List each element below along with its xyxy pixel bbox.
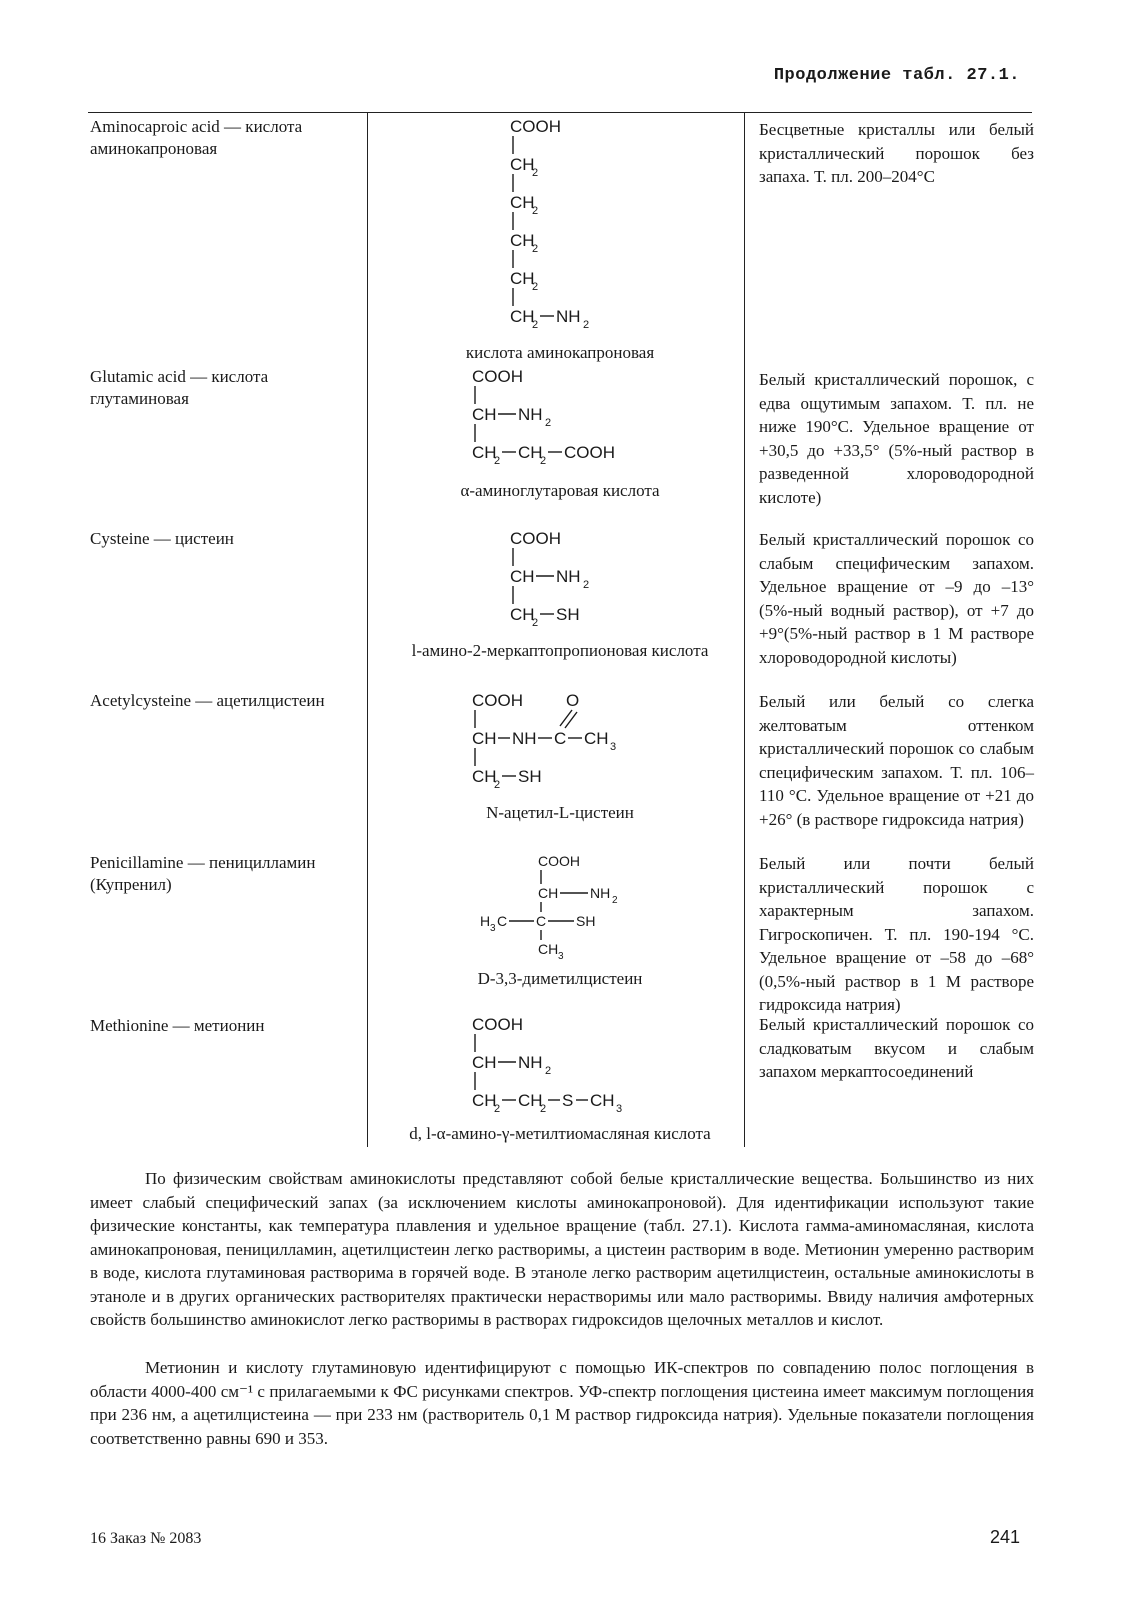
table-continuation-label: Продолжение табл. 27.1. xyxy=(773,66,1020,85)
svg-text:CH: CH xyxy=(584,729,609,748)
svg-text:2: 2 xyxy=(545,417,552,429)
svg-text:CH: CH xyxy=(518,443,543,462)
svg-text:CH: CH xyxy=(472,443,497,462)
svg-text:2: 2 xyxy=(532,205,539,217)
row-name-methionine: Methionine — метионин xyxy=(90,1016,265,1035)
svg-text:CH: CH xyxy=(510,231,535,250)
svg-text:2: 2 xyxy=(494,779,501,791)
svg-text:H: H xyxy=(480,913,491,929)
svg-text:2: 2 xyxy=(532,319,539,331)
svg-text:COOH: COOH xyxy=(510,529,561,548)
caption-aminocaproic: кислота аминокапроновая xyxy=(465,343,655,362)
row-desc-acetylcysteine: Белый или белый со слегка желтоватым оттенком кристаллический порошок со слабым специфическим запахом. Т. пл. 106–110 °С. Удельное вращение от +21 до +26° (в растворе гидроксида натрия) xyxy=(759,692,1034,829)
row-name-acetylcysteine: Acetylcysteine — ацетилцистеин xyxy=(90,691,325,710)
row-desc-cysteine: Белый кристаллический порошок со слабым специфическим запахом. Удельное вращение от –9 до –13° (5%-ный водный раствор), от +7 до +9°(5%-ный раствор в 1 М растворе хлороводородной кислоты) xyxy=(759,530,1034,667)
svg-text:O: O xyxy=(566,691,580,710)
svg-text:2: 2 xyxy=(540,455,547,467)
svg-text:SH: SH xyxy=(518,767,542,786)
svg-text:NH: NH xyxy=(518,405,543,424)
svg-text:COOH: COOH xyxy=(472,1015,523,1034)
svg-text:CH: CH xyxy=(472,767,497,786)
svg-text:3: 3 xyxy=(610,741,617,753)
row-name-penicillamine: Penicillamine — пеницилламин (Купренил) xyxy=(90,853,316,894)
svg-text:2: 2 xyxy=(532,617,539,629)
row-name-aminocaproic: Aminocaproic acid — кислота аминокапроновая xyxy=(90,117,303,158)
svg-text:2: 2 xyxy=(532,167,539,179)
body-paragraph-1: По физическим свойствам аминокислоты представляют собой белые кристаллические вещества. Большинство из них имеет слабый специфический запах (за исключением кислоты аминокапроновой). Для идентификации используют такие физические константы, как температура плавления и удельное вращение (табл. 27.1). Кислота гамма-аминомасляная, кислота аминокапроновая, пеницилламин, ацетилцистеин легко растворимы, а цистеин растворим в воде. Метионин умеренно растворим в воде, кислота глутаминовая растворима в горячей воде. В этаноле легко растворим ацетилцистеин, остальные аминокислоты в этаноле и в других органических растворителях практически нерастворимы или мало растворимы. Ввиду наличия амфотерных свойств большинство аминокислот легко растворимы в растворах гидроксидов щелочных металлов и кислот. xyxy=(90,1169,1034,1329)
row-desc-penicillamine: Белый или почти белый кристаллический порошок с характерным запахом. Гигроскопичен. Т. пл. 190-194 °С. Удельное вращение от –58 до –68° (0,5%-ный раствор в 1 М растворе гидроксида натрия) xyxy=(759,854,1034,1014)
svg-text:C: C xyxy=(536,913,547,929)
column-divider-left xyxy=(367,112,368,1147)
formula-aminocaproic xyxy=(510,112,620,342)
page-number: 241 xyxy=(989,1527,1020,1547)
svg-text:S: S xyxy=(562,1091,574,1110)
svg-text:CH: CH xyxy=(472,1053,497,1072)
svg-text:CH: CH xyxy=(510,605,535,624)
column-divider-right xyxy=(744,112,745,1147)
formula-acetylcysteine xyxy=(472,686,642,796)
svg-text:3: 3 xyxy=(490,923,496,934)
label-cooh: COOH xyxy=(510,117,561,136)
row-name-cysteine: Cysteine — цистеин xyxy=(90,529,234,548)
svg-text:CH: CH xyxy=(518,1091,543,1110)
formula-glutamic xyxy=(472,362,672,472)
svg-text:CH: CH xyxy=(510,567,535,586)
formula-methionine xyxy=(472,1010,672,1125)
svg-text:NH: NH xyxy=(518,1053,543,1072)
svg-text:CH: CH xyxy=(590,1091,615,1110)
formula-cysteine xyxy=(510,524,630,634)
svg-text:C: C xyxy=(497,913,508,929)
row-desc-aminocaproic: Бесцветные кристаллы или белый кристаллический порошок без запаха. Т. пл. 200–204°С xyxy=(759,120,1034,186)
svg-text:CH: CH xyxy=(538,885,559,901)
svg-text:2: 2 xyxy=(540,1103,547,1115)
caption-methionine: d, l-α-амино-γ-метилтиомасляная кислота xyxy=(409,1124,711,1143)
svg-text:SH: SH xyxy=(576,913,596,929)
row-desc-methionine: Белый кристаллический порошок со сладковатым вкусом и слабым запахом меркаптосоединений xyxy=(759,1015,1034,1081)
svg-text:2: 2 xyxy=(612,895,618,906)
svg-text:COOH: COOH xyxy=(472,367,523,386)
caption-penicillamine: D-3,3-диметилцистеин xyxy=(477,969,643,988)
row-desc-glutamic: Белый кристаллический порошок, с едва ощутимым запахом. Т. пл. не ниже 190°С. Удельное вращение от +30,5 до +33,5° (5%-ный раствор в разведенной хлороводородной кислоте) xyxy=(759,370,1034,507)
svg-text:NH: NH xyxy=(590,885,611,901)
svg-text:2: 2 xyxy=(532,281,539,293)
svg-text:COOH: COOH xyxy=(538,853,580,869)
svg-text:2: 2 xyxy=(532,243,539,255)
svg-text:2: 2 xyxy=(494,455,501,467)
svg-text:2: 2 xyxy=(545,1065,552,1077)
svg-text:CH: CH xyxy=(472,729,497,748)
svg-text:CH: CH xyxy=(510,307,535,326)
svg-text:CH: CH xyxy=(538,941,559,957)
svg-text:COOH: COOH xyxy=(564,443,615,462)
svg-text:NH: NH xyxy=(512,729,537,748)
caption-acetylcysteine: N-ацетил-L-цистеин xyxy=(486,803,634,822)
row-name-glutamic: Glutamic acid — кислота глутаминовая xyxy=(90,367,269,408)
svg-text:3: 3 xyxy=(558,951,564,962)
svg-text:COOH: COOH xyxy=(472,691,523,710)
svg-text:CH: CH xyxy=(510,269,535,288)
caption-glutamic: α-аминоглутаровая кислота xyxy=(460,481,660,500)
footer-order-number: 16 Заказ № 2083 xyxy=(90,1530,202,1547)
formula-penicillamine xyxy=(480,850,640,965)
svg-text:2: 2 xyxy=(494,1103,501,1115)
caption-cysteine: l-амино-2-меркаптопропионовая кислота xyxy=(411,641,709,660)
svg-text:CH: CH xyxy=(472,405,497,424)
svg-text:3: 3 xyxy=(616,1103,623,1115)
svg-text:CH: CH xyxy=(510,193,535,212)
label-ch: CH xyxy=(510,155,535,174)
svg-text:2: 2 xyxy=(583,319,590,331)
svg-text:NH: NH xyxy=(556,567,581,586)
svg-text:CH: CH xyxy=(472,1091,497,1110)
svg-text:SH: SH xyxy=(556,605,580,624)
body-paragraph-2: Метионин и кислоту глутаминовую идентифицируют с помощью ИК-спектров по совпадению полос поглощения в области 4000-400 см⁻¹ с прилагаемыми к ФС рисунками спектров. УФ-спектр поглощения цистеина имеет максимум поглощения при 236 нм, а ацетилцистеина — при 233 нм (растворитель 0,1 М раствор гидроксида натрия). Удельные показатели поглощения соответственно равны 690 и 353. xyxy=(90,1358,1034,1448)
svg-text:C: C xyxy=(554,729,567,748)
svg-text:2: 2 xyxy=(583,579,590,591)
svg-text:NH: NH xyxy=(556,307,581,326)
